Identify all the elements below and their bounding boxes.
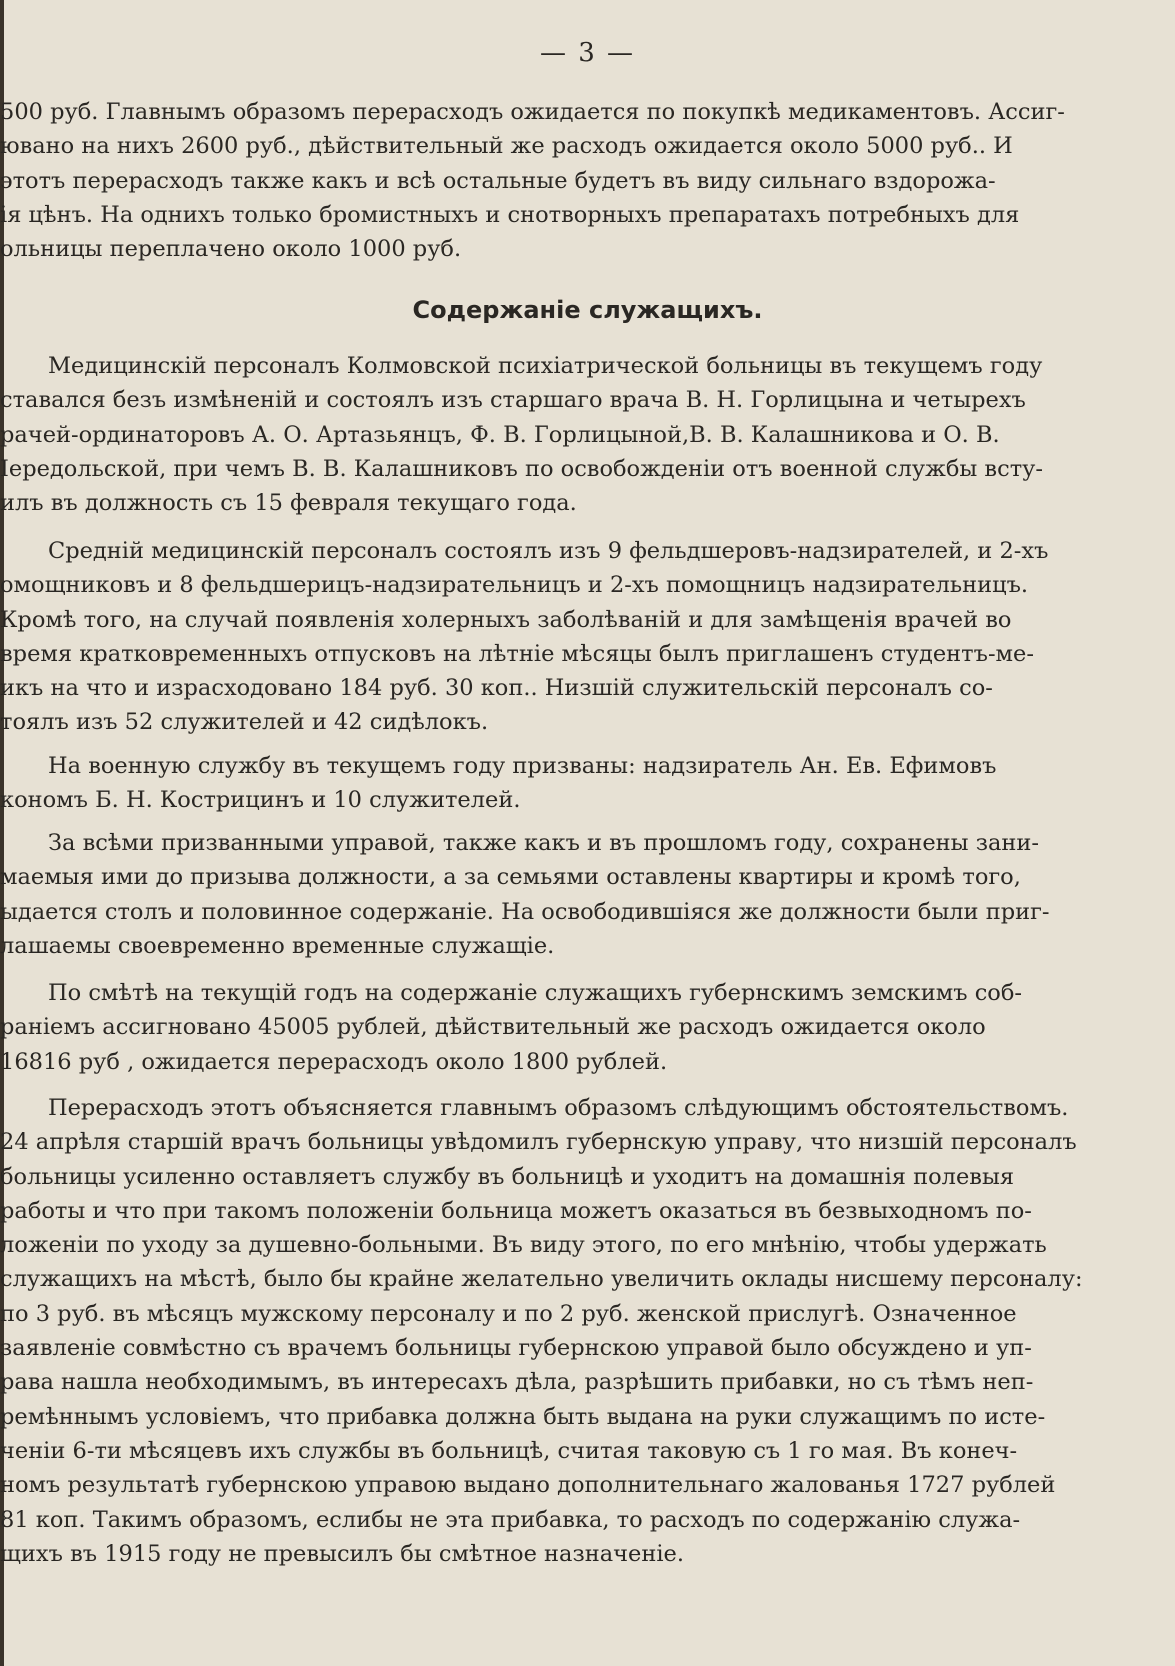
text-line: За всѣми призванными управой, также какъ и въ прошломъ году, сохранены зани- [48, 830, 1040, 856]
text-line: Средній медицинскій персоналъ состоялъ изъ 9 фельдшеровъ-надзирателей, и 2-хъ [48, 538, 1049, 564]
text-line: 81 коп. Такимъ образомъ, еслибы не эта прибавка, то расходъ по содержанію служа- [0, 1506, 1021, 1533]
text-line: заявленіе совмѣстно съ врачемъ больницы губернскою управой было обсуждено и уп- [0, 1335, 1032, 1362]
paragraph-overspend-explanation [0, 1091, 1118, 1571]
text-line: раніемъ ассигновано 45005 рублей, дѣйствительный же расходъ ожидается около [0, 1014, 986, 1041]
text-line: служащихъ на мѣстѣ, было бы крайне желательно увеличить оклады нисшему персоналу: [0, 1266, 1083, 1293]
text-line: Іередольской, при чемъ В. В. Калашниковъ по освобожденіи отъ военной службы всту- [0, 455, 1043, 482]
text-line: икъ на что и израсходовано 184 руб. 30 коп.. Низшій служительскій персоналъ со- [0, 675, 993, 702]
text-line: По смѣтѣ на текущій годъ на содержаніе служащихъ губернскимъ земскимъ соб- [48, 980, 1023, 1006]
text-line: ольницы переплачено около 1000 руб. [0, 236, 462, 263]
paragraph-middle-staff [0, 534, 1118, 740]
text-line: рава нашла необходимымъ, въ интересахъ дѣла, разрѣшить прибавки, но съ тѣмъ неп- [0, 1369, 1034, 1396]
text-line: рачей-ординаторовъ А. О. Артазьянцъ, Ф. В. Горлицыной,В. В. Калашникова и О. В. [0, 421, 1000, 448]
text-line: 500 руб. Главнымъ образомъ перерасходъ ожидается по покупкѣ медикаментовъ. Ассиг- [0, 99, 1065, 125]
paragraph-military-service [0, 749, 1118, 818]
text-line: кономъ Б. Н. Кострицинъ и 10 служителей. [0, 787, 521, 814]
text-line: ія цѣнъ. На однихъ только бромистныхъ и снотворныхъ препаратахъ потребныхъ для [0, 201, 1020, 228]
page-number: — 3 — [539, 38, 636, 68]
paragraph-budget [0, 976, 1118, 1079]
text-line: работы и что при такомъ положеніи больница можетъ оказаться въ безвыходномъ по- [0, 1197, 1032, 1224]
text-line: 16816 руб , ожидается перерасходъ около 1800 рублей. [0, 1048, 668, 1075]
text-line: Перерасходъ этотъ объясняется главнымъ образомъ слѣдующимъ обстоятельствомъ. [48, 1095, 1069, 1121]
text-line: больницы усиленно оставляетъ службу въ больницѣ и уходитъ на домашнія полевыя [0, 1163, 1015, 1190]
paragraph-medicines [0, 95, 1118, 266]
text-line: этотъ перерасходъ также какъ и всѣ остальные будетъ въ виду сильнаго вздорожа- [0, 167, 996, 194]
text-line: ыдается столъ и половинное содержаніе. На освободившіяся же должности были приг- [0, 898, 1050, 925]
text-line: номъ результатѣ губернскою управою выдано дополнительнаго жалованья 1727 рублей [0, 1472, 1056, 1499]
text-line: ремѣннымъ условіемъ, что прибавка должна быть выдана на руки служащимъ по исте- [0, 1403, 1046, 1430]
text-line: время кратковременныхъ отпусковъ на лѣтніе мѣсяцы былъ приглашенъ студентъ-ме- [0, 640, 1034, 667]
text-line: щихъ въ 1915 году не превысилъ бы смѣтное назначеніе. [0, 1540, 684, 1567]
text-line: лашаемы своевременно временные служащіе. [0, 932, 555, 959]
text-line: На военную службу въ текущемъ году призваны: надзиратель Ан. Ев. Ефимовъ [48, 753, 997, 779]
text-line: Медицинскій персоналъ Колмовской психіатрической больницы въ текущемъ году [48, 353, 1043, 379]
text-line: 24 апрѣля старшій врачъ больницы увѣдомилъ губернскую управу, что низшій персоналъ [0, 1129, 1077, 1156]
text-line: по 3 руб. въ мѣсяцъ мужскому персоналу и по 2 руб. женской прислугѣ. Означенное [0, 1300, 1017, 1327]
section-heading: Содержаніе служащихъ. [412, 296, 763, 324]
text-line: ченіи 6-ти мѣсяцевъ ихъ службы въ больницѣ, считая таковую съ 1 го мая. Въ конеч- [0, 1437, 1018, 1464]
text-line: Кромѣ того, на случай появленія холерныхъ заболѣваній и для замѣщенія врачей во [0, 606, 1012, 633]
text-line: омощниковъ и 8 фельдшерицъ-надзирательницъ и 2-хъ помощницъ надзирательницъ. [0, 572, 1029, 599]
text-line: ювано на нихъ 2600 руб., дѣйствительный же расходъ ожидается около 5000 руб.. И [0, 133, 1013, 160]
text-line: ставался безъ измѣненій и состоялъ изъ старшаго врача В. Н. Горлицына и четырехъ [0, 387, 1026, 414]
text-line: илъ въ должность съ 15 февраля текущаго года. [0, 490, 577, 517]
text-line: маемыя ими до призыва должности, а за семьями оставлены квартиры и кромѣ того, [0, 864, 1021, 891]
paragraph-retained-positions [0, 826, 1118, 963]
text-line: ложеніи по уходу за душевно-больными. Въ виду этого, по его мнѣнію, чтобы удержать [0, 1232, 1047, 1259]
paragraph-medical-staff [0, 349, 1118, 520]
text-line: тоялъ изъ 52 служителей и 42 сидѣлокъ. [0, 709, 489, 736]
